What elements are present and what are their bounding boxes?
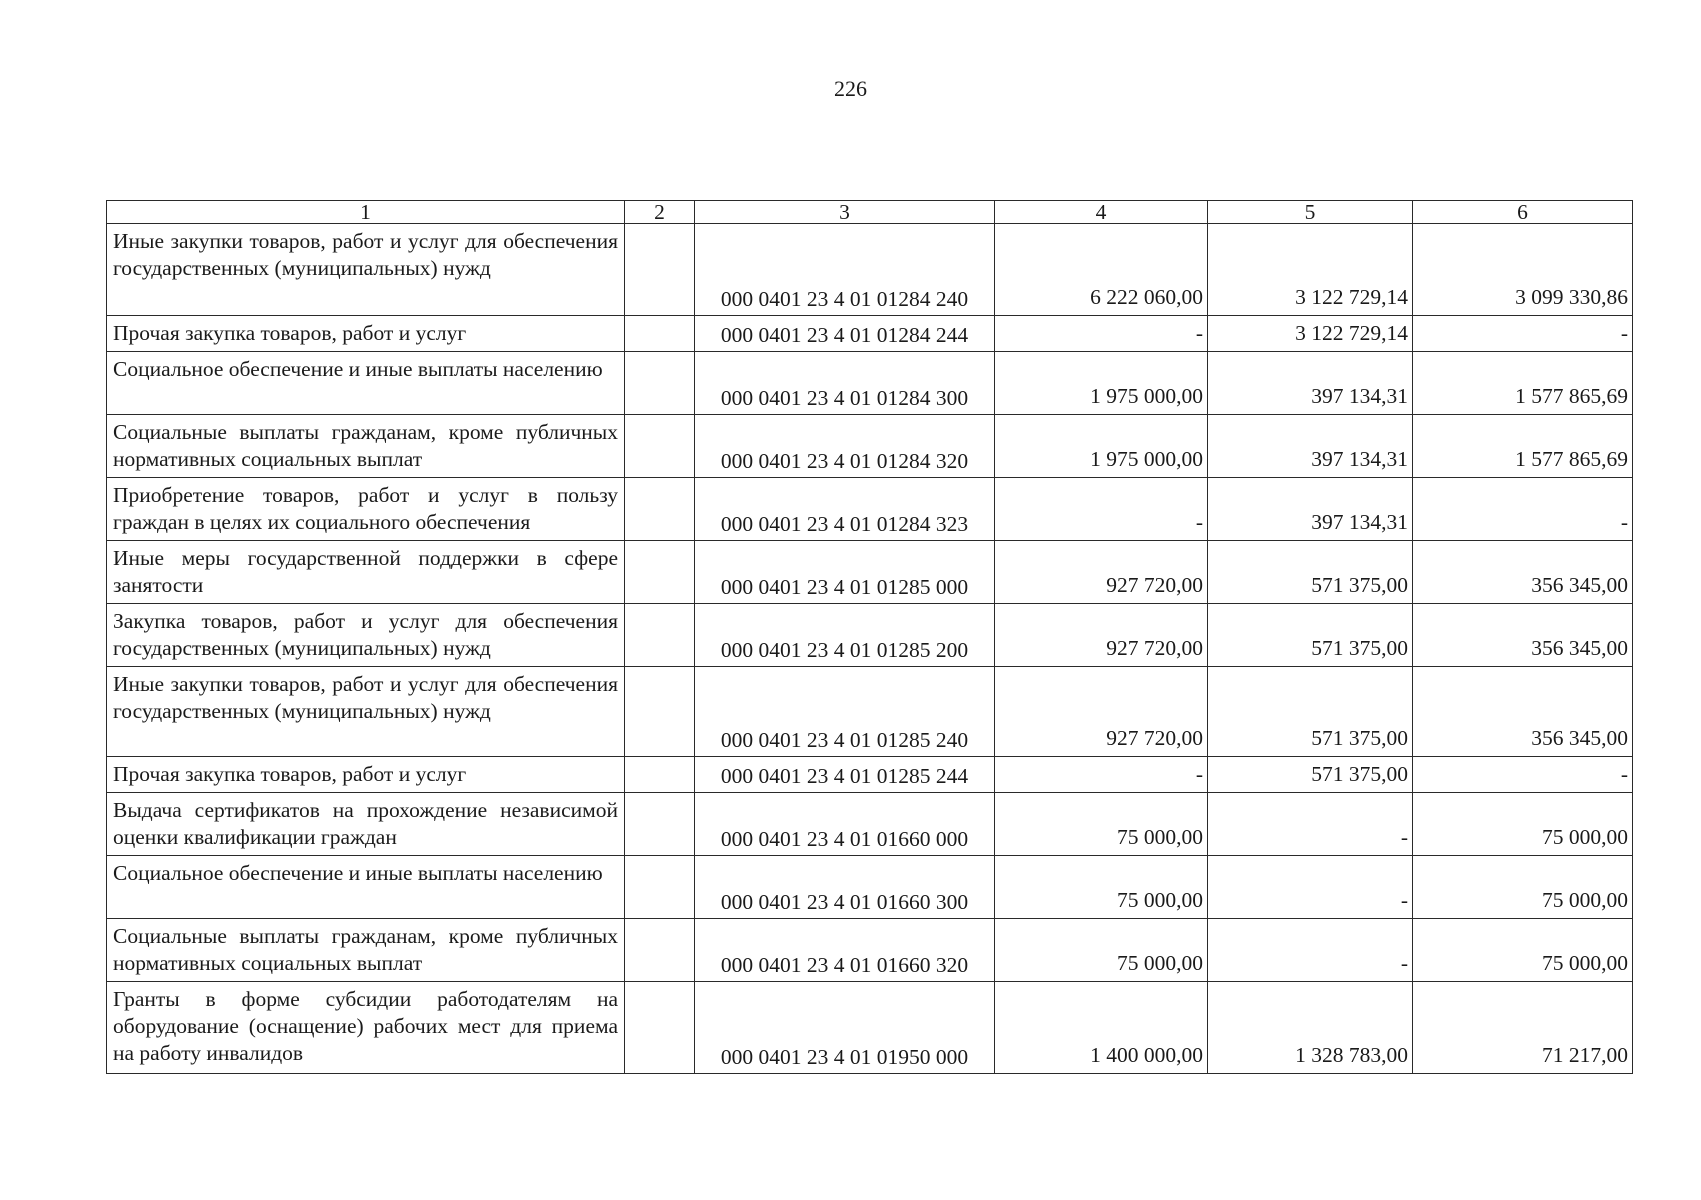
row-col2-cell: [625, 793, 695, 856]
row-code-cell: 000 0401 23 4 01 01660 000: [695, 793, 995, 856]
row-name-cell: Социальное обеспечение и иные выплаты населению: [107, 856, 625, 919]
row-name-cell: Социальные выплаты гражданам, кроме публичных нормативных социальных выплат: [107, 919, 625, 982]
row-value-col5: 397 134,31: [1208, 478, 1413, 541]
row-value-col6: 356 345,00: [1413, 667, 1633, 757]
table-row: [107, 757, 1633, 793]
row-code-cell: 000 0401 23 4 01 01285 244: [695, 757, 995, 793]
table-row: [107, 793, 1633, 856]
row-value-col4: -: [995, 316, 1208, 352]
row-col2-cell: [625, 415, 695, 478]
table-row: [107, 415, 1633, 478]
row-value-col5: 3 122 729,14: [1208, 224, 1413, 316]
row-value-col4: 1 400 000,00: [995, 982, 1208, 1074]
table-row: [107, 541, 1633, 604]
table-header-row: [107, 201, 1633, 224]
row-value-col5: 3 122 729,14: [1208, 316, 1413, 352]
row-col2-cell: [625, 919, 695, 982]
row-value-col5: -: [1208, 919, 1413, 982]
row-code-cell: 000 0401 23 4 01 01284 244: [695, 316, 995, 352]
row-value-col5: 571 375,00: [1208, 541, 1413, 604]
row-value-col6: 1 577 865,69: [1413, 415, 1633, 478]
row-name-cell: Приобретение товаров, работ и услуг в пользу граждан в целях их социального обеспечения: [107, 478, 625, 541]
row-value-col5: 397 134,31: [1208, 352, 1413, 415]
row-value-col6: 75 000,00: [1413, 919, 1633, 982]
column-header-5: 5: [1208, 201, 1413, 224]
row-value-col5: -: [1208, 793, 1413, 856]
row-value-col6: 75 000,00: [1413, 856, 1633, 919]
column-header-2: 2: [625, 201, 695, 224]
column-header-3: 3: [695, 201, 995, 224]
row-value-col4: 1 975 000,00: [995, 415, 1208, 478]
table-row: [107, 478, 1633, 541]
row-code-cell: 000 0401 23 4 01 01284 300: [695, 352, 995, 415]
column-header-6: 6: [1413, 201, 1633, 224]
row-name-cell: Прочая закупка товаров, работ и услуг: [107, 316, 625, 352]
row-col2-cell: [625, 478, 695, 541]
row-value-col5: 571 375,00: [1208, 667, 1413, 757]
row-col2-cell: [625, 352, 695, 415]
row-name-cell: Иные закупки товаров, работ и услуг для обеспечения государственных (муниципальных) нужд: [107, 224, 625, 316]
row-value-col6: -: [1413, 316, 1633, 352]
row-value-col6: 356 345,00: [1413, 541, 1633, 604]
table-row: [107, 224, 1633, 316]
row-code-cell: 000 0401 23 4 01 01950 000: [695, 982, 995, 1074]
row-value-col4: 927 720,00: [995, 667, 1208, 757]
row-name-cell: Социальные выплаты гражданам, кроме публичных нормативных социальных выплат: [107, 415, 625, 478]
row-value-col4: 927 720,00: [995, 604, 1208, 667]
row-value-col5: 571 375,00: [1208, 604, 1413, 667]
row-col2-cell: [625, 856, 695, 919]
row-value-col5: -: [1208, 856, 1413, 919]
row-name-cell: Иные меры государственной поддержки в сфере занятости: [107, 541, 625, 604]
row-value-col4: 75 000,00: [995, 856, 1208, 919]
row-value-col4: 75 000,00: [995, 793, 1208, 856]
table-row: [107, 667, 1633, 757]
table-row: [107, 919, 1633, 982]
row-col2-cell: [625, 667, 695, 757]
row-col2-cell: [625, 541, 695, 604]
row-name-cell: Социальное обеспечение и иные выплаты населению: [107, 352, 625, 415]
row-value-col6: 75 000,00: [1413, 793, 1633, 856]
page-number: 226: [834, 76, 867, 101]
column-header-4: 4: [995, 201, 1208, 224]
row-code-cell: 000 0401 23 4 01 01660 300: [695, 856, 995, 919]
column-header-1: 1: [107, 201, 625, 224]
table-row: [107, 856, 1633, 919]
row-value-col4: 1 975 000,00: [995, 352, 1208, 415]
row-value-col6: 3 099 330,86: [1413, 224, 1633, 316]
row-value-col5: 571 375,00: [1208, 757, 1413, 793]
row-value-col6: 71 217,00: [1413, 982, 1633, 1074]
row-value-col4: 75 000,00: [995, 919, 1208, 982]
row-code-cell: 000 0401 23 4 01 01284 240: [695, 224, 995, 316]
budget-table: [106, 200, 1633, 1074]
row-value-col6: 1 577 865,69: [1413, 352, 1633, 415]
row-name-cell: Выдача сертификатов на прохождение независимой оценки квалификации граждан: [107, 793, 625, 856]
row-value-col6: -: [1413, 757, 1633, 793]
row-code-cell: 000 0401 23 4 01 01285 000: [695, 541, 995, 604]
table-row: [107, 316, 1633, 352]
table-row: [107, 604, 1633, 667]
table-row: [107, 352, 1633, 415]
row-name-cell: Прочая закупка товаров, работ и услуг: [107, 757, 625, 793]
row-value-col4: -: [995, 478, 1208, 541]
row-value-col4: 6 222 060,00: [995, 224, 1208, 316]
table-row: [107, 982, 1633, 1074]
row-col2-cell: [625, 604, 695, 667]
row-code-cell: 000 0401 23 4 01 01285 240: [695, 667, 995, 757]
row-name-cell: Иные закупки товаров, работ и услуг для обеспечения государственных (муниципальных) нужд: [107, 667, 625, 757]
table-body: [107, 224, 1633, 1074]
row-value-col6: 356 345,00: [1413, 604, 1633, 667]
row-value-col4: -: [995, 757, 1208, 793]
row-col2-cell: [625, 224, 695, 316]
row-value-col5: 397 134,31: [1208, 415, 1413, 478]
row-code-cell: 000 0401 23 4 01 01284 323: [695, 478, 995, 541]
row-col2-cell: [625, 757, 695, 793]
row-code-cell: 000 0401 23 4 01 01284 320: [695, 415, 995, 478]
row-col2-cell: [625, 982, 695, 1074]
row-code-cell: 000 0401 23 4 01 01285 200: [695, 604, 995, 667]
row-value-col4: 927 720,00: [995, 541, 1208, 604]
row-code-cell: 000 0401 23 4 01 01660 320: [695, 919, 995, 982]
row-col2-cell: [625, 316, 695, 352]
row-name-cell: Гранты в форме субсидии работодателям на оборудование (оснащение) рабочих мест для приема на работу инвалидов: [107, 982, 625, 1074]
row-value-col6: -: [1413, 478, 1633, 541]
row-value-col5: 1 328 783,00: [1208, 982, 1413, 1074]
row-name-cell: Закупка товаров, работ и услуг для обеспечения государственных (муниципальных) нужд: [107, 604, 625, 667]
